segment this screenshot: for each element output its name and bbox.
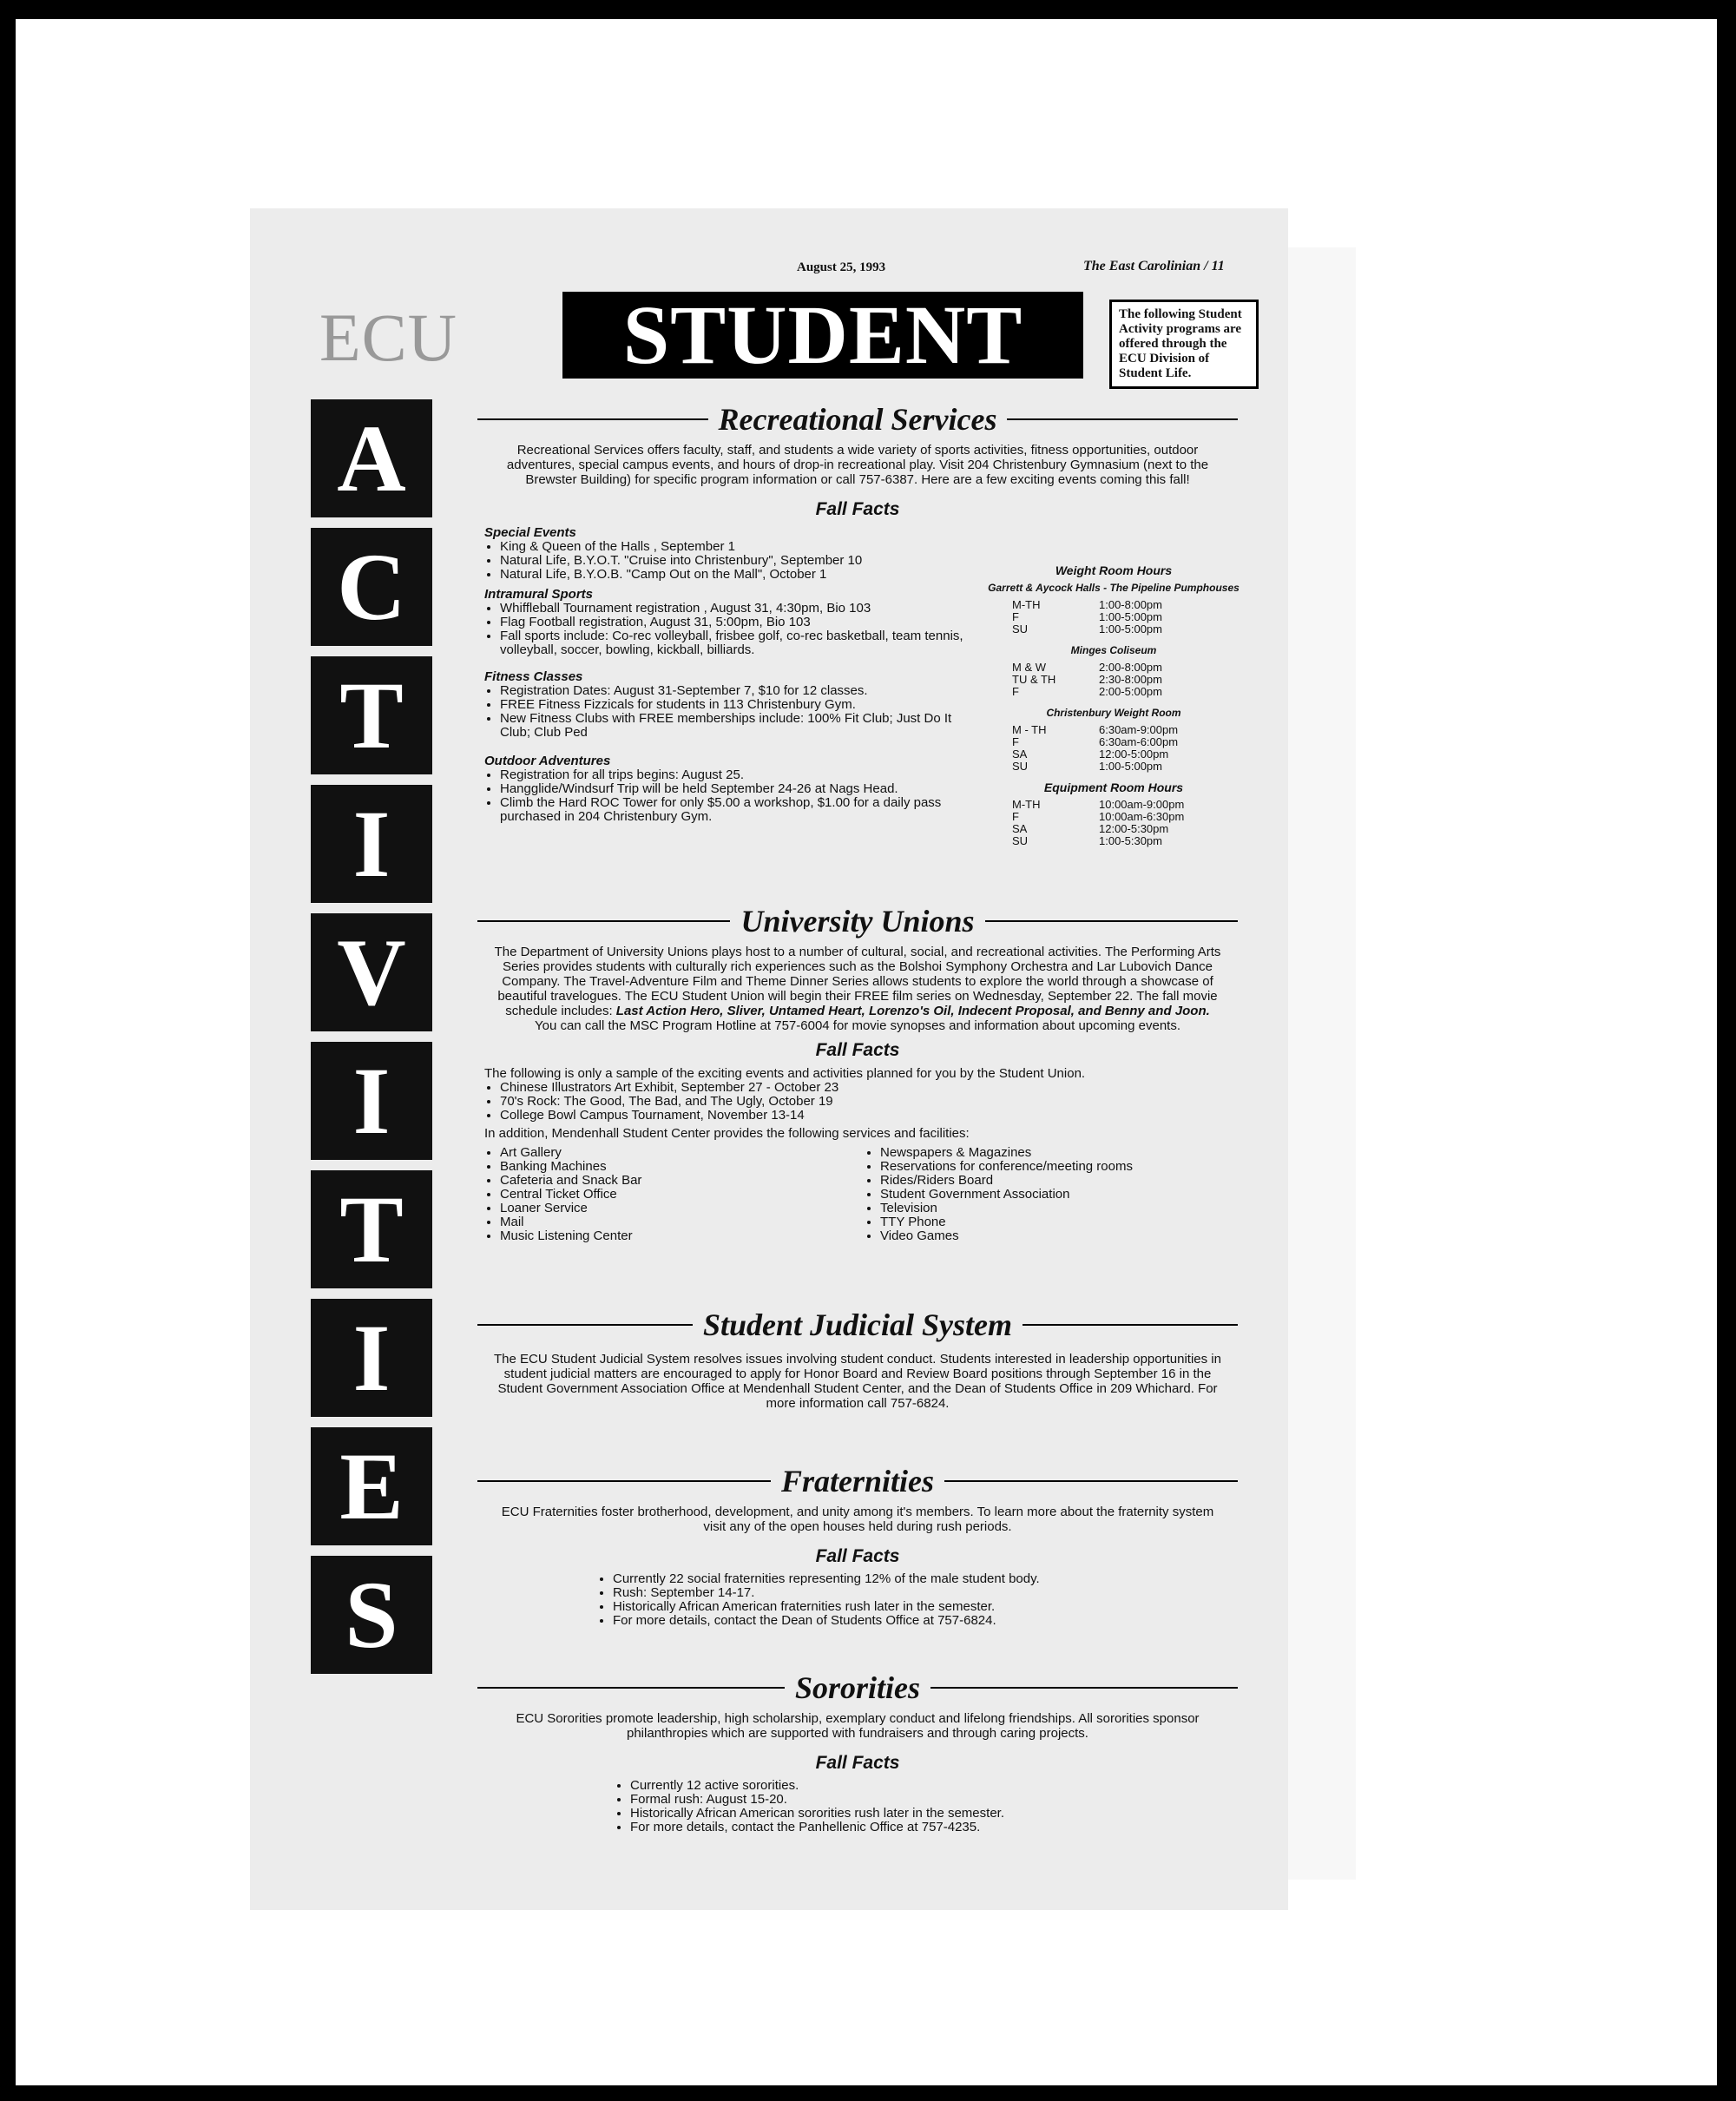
list-item: • Natural Life, B.Y.O.B. "Camp Out on the Mall", October 1 bbox=[500, 568, 970, 582]
newspaper-page bbox=[250, 208, 1288, 1910]
banner-letter: T bbox=[311, 1170, 432, 1288]
outdoor-heading: Outdoor Adventures bbox=[484, 754, 611, 768]
list-item: • Natural Life, B.Y.O.T. "Cruise into Christenbury", September 10 bbox=[500, 554, 970, 568]
rec-title: Recreational Services bbox=[718, 402, 997, 437]
frat-facts-list bbox=[597, 1572, 1248, 1628]
list-item: • Hangglide/Windsurf Trip will be held September 24-26 at Nags Head. bbox=[500, 782, 970, 796]
fitness-list bbox=[484, 684, 970, 740]
soror-title: Sororities bbox=[794, 1670, 921, 1705]
day: M - TH bbox=[1012, 723, 1047, 736]
list-item: • Flag Football registration, August 31, 5:00pm, Bio 103 bbox=[500, 616, 970, 629]
list-item: • College Bowl Campus Tournament, November 13-14 bbox=[500, 1109, 1248, 1123]
frat-fall-facts-heading: Fall Facts bbox=[815, 1546, 900, 1566]
frat-title: Fraternities bbox=[780, 1464, 935, 1498]
list-item: • Climb the Hard ROC Tower for only $5.00 a workshop, $1.00 for a daily pass purchased in 204 Christenbury Gym. bbox=[500, 796, 970, 824]
day: SU bbox=[1012, 834, 1029, 847]
hours: 6:30am-6:00pm bbox=[1099, 735, 1179, 748]
ecu-heading: ECU bbox=[319, 300, 457, 375]
intramural-heading: Intramural Sports bbox=[484, 587, 594, 602]
list-item: • Banking Machines bbox=[500, 1160, 865, 1174]
list-item: • Whiffleball Tournament registration , August 31, 4:30pm, Bio 103 bbox=[500, 602, 970, 616]
banner-letter: S bbox=[311, 1556, 432, 1674]
judicial-title: Student Judicial System bbox=[702, 1307, 1013, 1342]
day: SU bbox=[1012, 622, 1029, 636]
list-item: • Television bbox=[880, 1202, 1245, 1215]
paper-name bbox=[1083, 259, 1225, 274]
issue-date: August 25, 1993 bbox=[797, 260, 886, 274]
hours: 10:00am-9:00pm bbox=[1099, 798, 1185, 811]
equipment-room-heading: Equipment Room Hours bbox=[1043, 780, 1184, 794]
day: F bbox=[1012, 685, 1019, 698]
hours: 12:00-5:30pm bbox=[1099, 822, 1169, 835]
judicial-text: The ECU Student Judicial System resolves issues involving student conduct. Students interested in leadership opportunities in student judicial matters are encouraged to apply for Honor Board and Review Board positions through September 16 in the Student Government Association Office at Mendenhall Student Center, and the Dean of Students Office in 209 Whichard. For more information call 757-6824. bbox=[494, 1352, 1221, 1411]
banner-letter: I bbox=[311, 1042, 432, 1160]
unions-intro-text: The Department of University Unions plays host to a number of cultural, social, and recreational activities. The Performing Arts Series provides students with culturally rich experiences such as the Bolshoi Symphony Orchestra and Lar Lubovich Dance Company. The Travel-Adventure Film and Theme Dinner Series allows students to explore the world through a showcase of beautiful travelogues. The ECU Student Union will begin their FREE film series on Wednesday, September 22. The fall movie schedule includes: bbox=[494, 945, 1221, 1018]
banner-letter: V bbox=[311, 913, 432, 1031]
day: M-TH bbox=[1012, 798, 1041, 811]
list-item: • Art Gallery bbox=[500, 1146, 865, 1160]
list-item: • For more details, contact the Panhellenic Office at 757-4235. bbox=[630, 1821, 1248, 1834]
unions-fall-facts-heading: Fall Facts bbox=[815, 1040, 900, 1060]
list-item: • King & Queen of the Halls , September 1 bbox=[500, 540, 970, 554]
hours: 2:00-5:00pm bbox=[1099, 685, 1162, 698]
fitness-heading: Fitness Classes bbox=[484, 669, 583, 684]
list-item: • Historically African American sororities rush later in the semester. bbox=[630, 1807, 1248, 1821]
list-item: • TTY Phone bbox=[880, 1215, 1245, 1229]
hours: 1:00-5:00pm bbox=[1099, 622, 1162, 636]
list-item: • Rides/Riders Board bbox=[880, 1174, 1245, 1188]
list-item: • Music Listening Center bbox=[500, 1229, 865, 1243]
activities-vertical-banner bbox=[311, 399, 432, 1684]
hours: 1:00-5:00pm bbox=[1099, 760, 1162, 773]
list-item: • Newspapers & Magazines bbox=[880, 1146, 1245, 1160]
day: TU & TH bbox=[1012, 673, 1056, 686]
intramural-list bbox=[484, 602, 970, 657]
banner-letter: I bbox=[311, 1299, 432, 1417]
judicial-section bbox=[467, 1307, 1248, 1411]
services-list-right bbox=[865, 1146, 1245, 1243]
list-item: • Registration Dates: August 31-September 7, $10 for 12 classes. bbox=[500, 684, 970, 698]
hours: 12:00-5:00pm bbox=[1099, 748, 1169, 761]
fraternities-section bbox=[467, 1463, 1248, 1628]
list-item: • Fall sports include: Co-rec volleyball, frisbee golf, co-rec basketball, team tennis, volleyball, soccer, bowling, kickball, billiards. bbox=[500, 629, 970, 657]
day: SA bbox=[1012, 822, 1028, 835]
services-columns bbox=[484, 1146, 1248, 1243]
movie-list: Last Action Hero, Sliver, Untamed Heart, Lorenzo's Oil, Indecent Proposal, and Benny and Joon. bbox=[615, 1004, 1210, 1018]
sororities-section bbox=[467, 1670, 1248, 1834]
list-item: • Cafeteria and Snack Bar bbox=[500, 1174, 865, 1188]
list-item: • Reservations for conference/meeting rooms bbox=[880, 1160, 1245, 1174]
paper-title: The East Carolinian bbox=[1083, 259, 1201, 273]
list-item: • Registration for all trips begins: August 25. bbox=[500, 768, 970, 782]
university-unions-section bbox=[467, 903, 1248, 1243]
hours: 2:00-8:00pm bbox=[1099, 661, 1162, 674]
unions-events-list bbox=[484, 1081, 1248, 1123]
soror-text: ECU Sororities promote leadership, high scholarship, exemplary conduct and lifelong friendships. All sororities sponsor philanthropies which are supported with fundraisers and through caring projects. bbox=[516, 1711, 1200, 1741]
list-item: • Loaner Service bbox=[500, 1202, 865, 1215]
garrett-heading: Garrett & Aycock Halls - The Pipeline Pumphouses bbox=[988, 582, 1240, 594]
christenbury-heading: Christenbury Weight Room bbox=[1046, 707, 1181, 719]
rec-intro: Recreational Services offers faculty, staff, and students a wide variety of sports activities, fitness opportunities, outdoor adventures, special campus events, and hours of drop-in recreational play. Visit 204 Christenbury Gymnasium (next to the Brewster Building) for specific program information or call 757-6387. Here are a few exciting events coming this fall! bbox=[506, 443, 1209, 487]
weight-room-hours bbox=[970, 556, 1257, 847]
hours: 1:00-5:00pm bbox=[1099, 610, 1162, 623]
rec-events-list bbox=[484, 525, 970, 824]
special-events-heading: Special Events bbox=[484, 525, 576, 540]
banner-letter: C bbox=[311, 528, 432, 646]
list-item: • Currently 12 active sororities. bbox=[630, 1779, 1248, 1793]
day: SA bbox=[1012, 748, 1028, 761]
list-item: • Video Games bbox=[880, 1229, 1245, 1243]
list-item: • Mail bbox=[500, 1215, 865, 1229]
list-item: • Rush: September 14-17. bbox=[613, 1586, 1248, 1600]
day: F bbox=[1012, 810, 1019, 823]
soror-fall-facts-heading: Fall Facts bbox=[815, 1753, 900, 1773]
list-item: • Currently 22 social fraternities representing 12% of the male student body. bbox=[613, 1572, 1248, 1586]
hours: 2:30-8:00pm bbox=[1099, 673, 1162, 686]
list-item: • New Fitness Clubs with FREE memberships include: 100% Fit Club; Just Do It Club; Club Ped bbox=[500, 712, 970, 740]
banner-letter: I bbox=[311, 785, 432, 903]
soror-facts-list bbox=[615, 1779, 1248, 1834]
day: M-TH bbox=[1012, 598, 1041, 611]
student-banner: STUDENT bbox=[562, 292, 1083, 379]
list-item: • Historically African American fraternities rush later in the semester. bbox=[613, 1600, 1248, 1614]
rec-fall-facts-heading: Fall Facts bbox=[815, 499, 900, 519]
list-item: • For more details, contact the Dean of Students Office at 757-6824. bbox=[613, 1614, 1248, 1628]
banner-letter: E bbox=[311, 1427, 432, 1545]
unions-intro-tail: You can call the MSC Program Hotline at 757-6004 for movie synopses and information about upcoming events. bbox=[534, 1018, 1181, 1033]
list-item: • Student Government Association bbox=[880, 1188, 1245, 1202]
unions-title: University Unions bbox=[740, 904, 975, 939]
section-heading bbox=[467, 401, 1248, 438]
section-heading bbox=[467, 1463, 1248, 1499]
list-item: • Chinese Illustrators Art Exhibit, September 27 - October 23 bbox=[500, 1081, 1248, 1095]
banner-letter: T bbox=[311, 656, 432, 774]
minges-heading: Minges Coliseum bbox=[1070, 644, 1157, 656]
section-heading bbox=[467, 1307, 1248, 1343]
hours: 1:00-5:30pm bbox=[1099, 834, 1162, 847]
services-list-left bbox=[484, 1146, 865, 1243]
list-item: • FREE Fitness Fizzicals for students in 113 Christenbury Gym. bbox=[500, 698, 970, 712]
list-item: • 70's Rock: The Good, The Bad, and The Ugly, October 19 bbox=[500, 1095, 1248, 1109]
unions-intro bbox=[493, 945, 1222, 1033]
day: F bbox=[1012, 735, 1019, 748]
day: F bbox=[1012, 610, 1019, 623]
list-item: • Central Ticket Office bbox=[500, 1188, 865, 1202]
special-events-list bbox=[484, 540, 970, 582]
section-heading bbox=[467, 1670, 1248, 1706]
hours: 10:00am-6:30pm bbox=[1099, 810, 1185, 823]
section-heading bbox=[467, 903, 1248, 939]
unions-sample-text: The following is only a sample of the exciting events and activities planned for you by the Student Union. bbox=[484, 1066, 1086, 1081]
day: SU bbox=[1012, 760, 1029, 773]
outdoor-list bbox=[484, 768, 970, 824]
division-note-box: The following Student Activity programs are offered through the ECU Division of Student Life. bbox=[1109, 300, 1259, 389]
frat-text: ECU Fraternities foster brotherhood, development, and unity among it's members. To learn more about the fraternity system visit any of the open houses held during rush periods. bbox=[501, 1505, 1214, 1534]
page-number: / 11 bbox=[1204, 259, 1225, 273]
hours: 1:00-8:00pm bbox=[1099, 598, 1162, 611]
day: M & W bbox=[1012, 661, 1046, 674]
banner-letter: A bbox=[311, 399, 432, 517]
unions-services-intro: In addition, Mendenhall Student Center provides the following services and facilities: bbox=[484, 1126, 970, 1141]
hours: 6:30am-9:00pm bbox=[1099, 723, 1179, 736]
weight-room-heading: Weight Room Hours bbox=[1055, 563, 1173, 577]
list-item: • Formal rush: August 15-20. bbox=[630, 1793, 1248, 1807]
